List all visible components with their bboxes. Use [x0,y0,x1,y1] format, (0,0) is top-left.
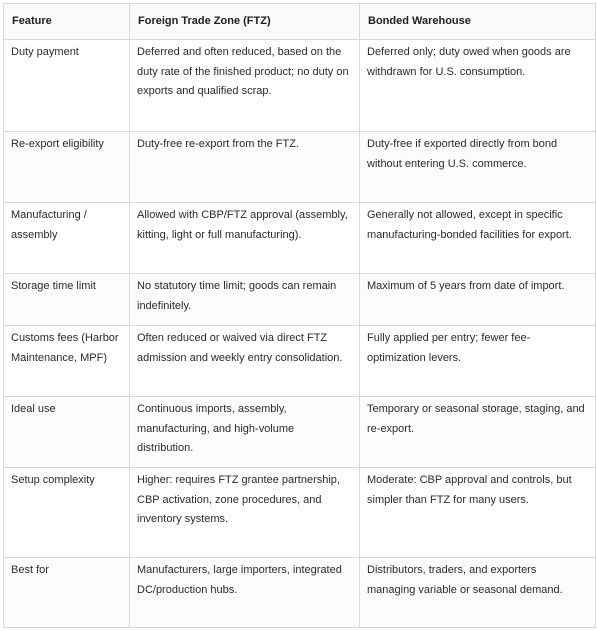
table-row [4,274,596,326]
cell-ftz: Manufacturers, large importers, integrated DC/production hubs. [130,558,360,628]
column-header-ftz: Foreign Trade Zone (FTZ) [130,4,360,40]
table-row [4,203,596,274]
comparison-table [3,3,596,628]
cell-ftz: Often reduced or waived via direct FTZ admission and weekly entry consolidation. [130,326,360,397]
column-header-feature: Feature [4,4,130,40]
cell-feature: Ideal use [4,397,130,468]
cell-bonded: Fully applied per entry; fewer fee-optimization levers. [360,326,596,397]
cell-feature: Best for [4,558,130,628]
cell-bonded: Temporary or seasonal storage, staging, and re-export. [360,397,596,468]
cell-bonded: Moderate: CBP approval and controls, but simpler than FTZ for many users. [360,468,596,558]
table-row [4,468,596,558]
table-row [4,326,596,397]
cell-bonded: Maximum of 5 years from date of import. [360,274,596,326]
cell-feature: Re-export eligibility [4,132,130,203]
cell-feature: Storage time limit [4,274,130,326]
cell-ftz: Duty-free re-export from the FTZ. [130,132,360,203]
cell-ftz: Deferred and often reduced, based on the duty rate of the finished product; no duty on exports and qualified scrap. [130,40,360,132]
cell-feature: Manufacturing / assembly [4,203,130,274]
cell-ftz: Continuous imports, assembly, manufacturing, and high-volume distribution. [130,397,360,468]
cell-bonded: Deferred only; duty owed when goods are withdrawn for U.S. consumption. [360,40,596,132]
cell-feature: Customs fees (Harbor Maintenance, MPF) [4,326,130,397]
column-header-bonded-warehouse: Bonded Warehouse [360,4,596,40]
table-header [4,4,596,40]
table-body [4,40,596,628]
cell-bonded: Duty-free if exported directly from bond without entering U.S. commerce. [360,132,596,203]
cell-ftz: No statutory time limit; goods can remain indefinitely. [130,274,360,326]
table-row [4,40,596,132]
cell-ftz: Higher: requires FTZ grantee partnership, CBP activation, zone procedures, and inventory systems. [130,468,360,558]
table-row [4,397,596,468]
table-row [4,558,596,628]
table-row [4,132,596,203]
cell-feature: Duty payment [4,40,130,132]
cell-feature: Setup complexity [4,468,130,558]
cell-bonded: Generally not allowed, except in specific manufacturing-bonded facilities for export. [360,203,596,274]
cell-bonded: Distributors, traders, and exporters managing variable or seasonal demand. [360,558,596,628]
cell-ftz: Allowed with CBP/FTZ approval (assembly, kitting, light or full manufacturing). [130,203,360,274]
header-row [4,4,596,40]
